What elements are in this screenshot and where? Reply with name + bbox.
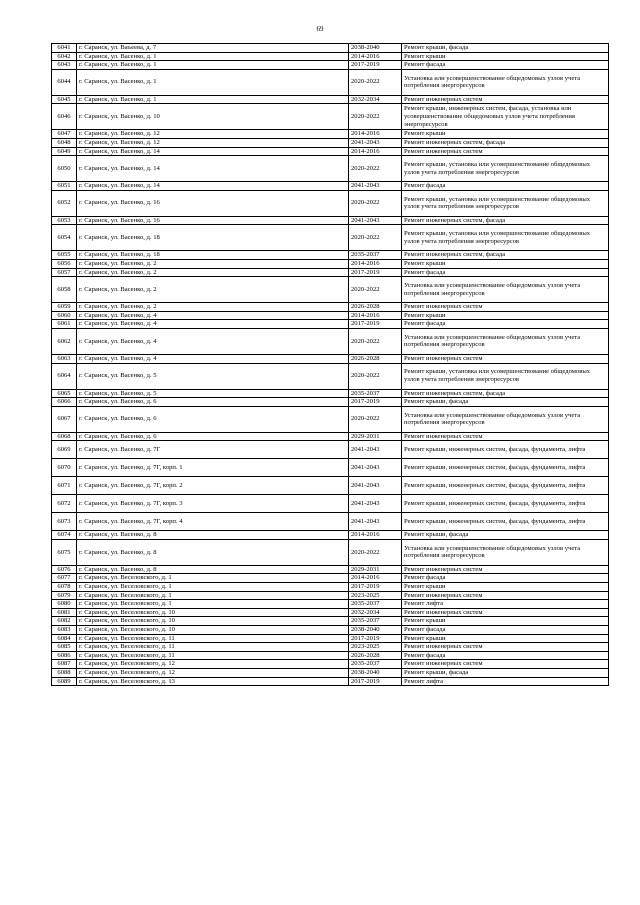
address-cell: г. Саранск, ул. Васенко, д. 5 [77,389,349,398]
table-row [52,477,609,495]
work-type-cell: Ремонт лифта [402,600,609,609]
work-type-cell: Ремонт инженерных систем [402,608,609,617]
work-type-cell: Ремонт крыши, фасада [402,669,609,678]
work-type-cell: Ремонт инженерных систем [402,432,609,441]
address-cell: г. Саранск, ул. Васенко, д. 1 [77,52,349,61]
row-number-cell: 6050 [52,156,77,182]
work-type-cell: Установка или усовершенствование общедомовых узлов учета потребления энергоресурсов [402,539,609,565]
address-cell: г. Саранск, ул. Васенко, д. 2 [77,303,349,312]
address-cell: г. Саранск, ул. Ваъеева, д. 7 [77,44,349,53]
period-cell: 2041-2043 [349,495,402,513]
table-row [52,591,609,600]
row-number-cell: 6057 [52,268,77,277]
period-cell: 2038-2040 [349,669,402,678]
table-row [52,643,609,652]
address-cell: г. Саранск, ул. Васенко, д. 14 [77,156,349,182]
work-type-cell: Ремонт фасада [402,574,609,583]
address-cell: г. Саранск, ул. Васенко, д. 6 [77,432,349,441]
period-cell: 2035-2037 [349,389,402,398]
work-type-cell: Ремонт инженерных систем [402,643,609,652]
work-type-cell: Ремонт крыши, инженерных систем, фасада, фундамента, лифта [402,513,609,531]
row-number-cell: 6063 [52,354,77,363]
period-cell: 2017-2019 [349,677,402,686]
work-type-cell: Ремонт крыши, установка или усовершенствование общедомовых узлов учета потребления энергоресурсов [402,225,609,251]
period-cell: 2020-2022 [349,406,402,432]
work-type-cell: Ремонт крыши, установка или усовершенствование общедомовых узлов учета потребления энергоресурсов [402,363,609,389]
address-cell: г. Саранск, ул. Васенко, д. 7Г, корп. 1 [77,459,349,477]
period-cell: 2020-2022 [349,69,402,95]
period-cell: 2026-2028 [349,651,402,660]
row-number-cell: 6076 [52,565,77,574]
table-row [52,138,609,147]
work-type-cell: Ремонт инженерных систем, фасада [402,216,609,225]
period-cell: 2041-2043 [349,138,402,147]
row-number-cell: 6055 [52,251,77,260]
address-cell: г. Саранск, ул. Васенко, д. 5 [77,363,349,389]
address-cell: г. Саранск, ул. Веселовского, д. 11 [77,634,349,643]
address-cell: г. Саранск, ул. Васенко, д. 1 [77,95,349,104]
period-cell: 2017-2019 [349,634,402,643]
period-cell: 2014-2016 [349,52,402,61]
address-cell: г. Саранск, ул. Веселовского, д. 13 [77,677,349,686]
work-type-cell: Ремонт крыши, фасада [402,531,609,540]
work-type-cell: Ремонт лифта [402,677,609,686]
period-cell: 2017-2019 [349,320,402,329]
period-cell: 2026-2028 [349,354,402,363]
work-type-cell: Ремонт инженерных систем [402,95,609,104]
address-cell: г. Саранск, ул. Васенко, д. 12 [77,130,349,139]
work-type-cell: Ремонт инженерных систем [402,565,609,574]
period-cell: 2014-2016 [349,147,402,156]
period-cell: 2026-2028 [349,303,402,312]
work-type-cell: Ремонт инженерных систем, фасада [402,138,609,147]
work-type-cell: Ремонт инженерных систем [402,147,609,156]
table-row [52,495,609,513]
row-number-cell: 6045 [52,95,77,104]
period-cell: 2035-2037 [349,660,402,669]
address-cell: г. Саранск, ул. Васенко, д. 2 [77,268,349,277]
period-cell: 2035-2037 [349,600,402,609]
table-row [52,651,609,660]
address-cell: г. Саранск, ул. Васенко, д. 4 [77,328,349,354]
work-type-cell: Ремонт крыши [402,130,609,139]
period-cell: 2038-2040 [349,626,402,635]
table-row [52,147,609,156]
table-row [52,69,609,95]
table-row [52,95,609,104]
period-cell: 2014-2016 [349,311,402,320]
period-cell: 2041-2043 [349,459,402,477]
work-type-cell: Установка или усовершенствование общедомовых узлов учета потребления энергоресурсов [402,328,609,354]
table-row [52,303,609,312]
period-cell: 2041-2043 [349,477,402,495]
row-number-cell: 6074 [52,531,77,540]
row-number-cell: 6065 [52,389,77,398]
address-cell: г. Саранск, ул. Васенко, д. 12 [77,138,349,147]
work-type-cell: Ремонт крыши, фасада [402,44,609,53]
table-row [52,574,609,583]
table-row [52,459,609,477]
row-number-cell: 6082 [52,617,77,626]
table-row [52,660,609,669]
work-type-cell: Ремонт крыши, фасада [402,398,609,407]
table-row [52,617,609,626]
period-cell: 2041-2043 [349,513,402,531]
table-row [52,52,609,61]
period-cell: 2017-2019 [349,61,402,70]
period-cell: 2020-2022 [349,190,402,216]
work-type-cell: Ремонт крыши [402,583,609,592]
row-number-cell: 6056 [52,259,77,268]
table-row [52,539,609,565]
period-cell: 2029-2031 [349,565,402,574]
row-number-cell: 6072 [52,495,77,513]
address-cell: г. Саранск, ул. Васенко, д. 18 [77,225,349,251]
table-row [52,634,609,643]
table-row [52,328,609,354]
address-cell: г. Саранск, ул. Веселовского, д. 10 [77,626,349,635]
address-cell: г. Саранск, ул. Васенко, д. 7Г, корп. 4 [77,513,349,531]
work-type-cell: Ремонт фасада [402,182,609,191]
work-type-cell: Ремонт фасада [402,320,609,329]
table-row [52,156,609,182]
address-cell: г. Саранск, ул. Васенко, д. 6 [77,398,349,407]
table-row [52,432,609,441]
address-cell: г. Саранск, ул. Веселовского, д. 11 [77,651,349,660]
row-number-cell: 6078 [52,583,77,592]
address-cell: г. Саранск, ул. Васенко, д. 4 [77,320,349,329]
address-cell: г. Саранск, ул. Веселовского, д. 1 [77,583,349,592]
row-number-cell: 6083 [52,626,77,635]
table-body [52,44,609,686]
work-type-cell: Ремонт инженерных систем [402,591,609,600]
work-type-cell: Ремонт крыши, инженерных систем, фасада, фундамента, лифта [402,495,609,513]
row-number-cell: 6043 [52,61,77,70]
table-row [52,389,609,398]
address-cell: г. Саранск, ул. Веселовского, д. 12 [77,669,349,678]
work-type-cell: Ремонт крыши [402,52,609,61]
address-cell: г. Саранск, ул. Васенко, д. 4 [77,354,349,363]
work-type-cell: Ремонт крыши [402,259,609,268]
row-number-cell: 6064 [52,363,77,389]
row-number-cell: 6047 [52,130,77,139]
row-number-cell: 6046 [52,104,77,130]
row-number-cell: 6049 [52,147,77,156]
work-type-cell: Ремонт фасада [402,61,609,70]
row-number-cell: 6088 [52,669,77,678]
work-type-cell: Ремонт крыши [402,634,609,643]
table-row [52,311,609,320]
address-cell: г. Саранск, ул. Васенко, д. 8 [77,565,349,574]
row-number-cell: 6085 [52,643,77,652]
row-number-cell: 6051 [52,182,77,191]
table-row [52,190,609,216]
table-row [52,268,609,277]
period-cell: 2017-2019 [349,583,402,592]
work-type-cell: Ремонт крыши, инженерных систем, фасада, фундамента, лифта [402,477,609,495]
address-cell: г. Саранск, ул. Васенко, д. 14 [77,182,349,191]
row-number-cell: 6086 [52,651,77,660]
period-cell: 2017-2019 [349,268,402,277]
table-row [52,531,609,540]
address-cell: г. Саранск, ул. Васенко, д. 16 [77,216,349,225]
table-row [52,441,609,459]
period-cell: 2014-2016 [349,531,402,540]
table-row [52,354,609,363]
period-cell: 2041-2043 [349,216,402,225]
row-number-cell: 6067 [52,406,77,432]
period-cell: 2041-2043 [349,182,402,191]
address-cell: г. Саранск, ул. Васенко, д. 8 [77,539,349,565]
row-number-cell: 6079 [52,591,77,600]
work-type-cell: Ремонт фасада [402,626,609,635]
period-cell: 2020-2022 [349,539,402,565]
period-cell: 2029-2031 [349,432,402,441]
address-cell: г. Саранск, ул. Веселовского, д. 12 [77,660,349,669]
table-row [52,182,609,191]
row-number-cell: 6084 [52,634,77,643]
table-row [52,225,609,251]
table-row [52,513,609,531]
row-number-cell: 6042 [52,52,77,61]
work-type-cell: Ремонт инженерных систем, фасада [402,251,609,260]
period-cell: 2023-2025 [349,643,402,652]
table-row [52,608,609,617]
table-row [52,677,609,686]
row-number-cell: 6071 [52,477,77,495]
address-cell: г. Саранск, ул. Васенко, д. 7Г [77,441,349,459]
work-type-cell: Ремонт крыши [402,617,609,626]
page-number: 69 [316,25,324,33]
row-number-cell: 6048 [52,138,77,147]
work-type-cell: Ремонт крыши, инженерных систем, фасада, установка или усовершенствование общедомовых узлов учета потребления энергоресурсов [402,104,609,130]
table-row [52,669,609,678]
address-cell: г. Саранск, ул. Васенко, д. 16 [77,190,349,216]
address-cell: г. Саранск, ул. Веселовского, д. 11 [77,643,349,652]
work-type-cell: Ремонт инженерных систем [402,660,609,669]
period-cell: 2032-2034 [349,95,402,104]
table-row [52,565,609,574]
address-cell: г. Саранск, ул. Васенко, д. 2 [77,277,349,303]
row-number-cell: 6061 [52,320,77,329]
table-row [52,277,609,303]
row-number-cell: 6044 [52,69,77,95]
work-type-cell: Установка или усовершенствование общедомовых узлов учета потребления энергоресурсов [402,69,609,95]
address-cell: г. Саранск, ул. Васенко, д. 1 [77,61,349,70]
row-number-cell: 6073 [52,513,77,531]
address-cell: г. Саранск, ул. Васенко, д. 2 [77,259,349,268]
period-cell: 2038-2040 [349,44,402,53]
address-cell: г. Саранск, ул. Васенко, д. 4 [77,311,349,320]
address-cell: г. Саранск, ул. Васенко, д. 7Г, корп. 2 [77,477,349,495]
period-cell: 2041-2043 [349,441,402,459]
period-cell: 2020-2022 [349,363,402,389]
row-number-cell: 6059 [52,303,77,312]
address-cell: г. Саранск, ул. Васенко, д. 18 [77,251,349,260]
work-type-cell: Ремонт крыши, инженерных систем, фасада, фундамента, лифта [402,459,609,477]
period-cell: 2014-2016 [349,130,402,139]
work-type-cell: Ремонт фасада [402,651,609,660]
table-row [52,130,609,139]
period-cell: 2020-2022 [349,225,402,251]
work-type-cell: Ремонт крыши, установка или усовершенствование общедомовых узлов учета потребления энергоресурсов [402,190,609,216]
period-cell: 2020-2022 [349,277,402,303]
work-type-cell: Установка или усовершенствование общедомовых узлов учета потребления энергоресурсов [402,406,609,432]
table-row [52,216,609,225]
row-number-cell: 6060 [52,311,77,320]
period-cell: 2017-2019 [349,398,402,407]
row-number-cell: 6062 [52,328,77,354]
work-type-cell: Ремонт инженерных систем [402,303,609,312]
row-number-cell: 6075 [52,539,77,565]
work-type-cell: Установка или усовершенствование общедомовых узлов учета потребления энергоресурсов [402,277,609,303]
row-number-cell: 6077 [52,574,77,583]
row-number-cell: 6068 [52,432,77,441]
address-cell: г. Саранск, ул. Веселовского, д. 1 [77,600,349,609]
period-cell: 2020-2022 [349,104,402,130]
period-cell: 2035-2037 [349,617,402,626]
repair-schedule-table [51,43,609,686]
row-number-cell: 6041 [52,44,77,53]
work-type-cell: Ремонт инженерных систем, фасада [402,389,609,398]
row-number-cell: 6053 [52,216,77,225]
row-number-cell: 6054 [52,225,77,251]
address-cell: г. Саранск, ул. Васенко, д. 7Г, корп. 3 [77,495,349,513]
address-cell: г. Саранск, ул. Веселовского, д. 1 [77,591,349,600]
address-cell: г. Саранск, ул. Веселовского, д. 1 [77,574,349,583]
address-cell: г. Саранск, ул. Васенко, д. 10 [77,104,349,130]
table-row [52,626,609,635]
table-row [52,44,609,53]
period-cell: 2023-2025 [349,591,402,600]
row-number-cell: 6052 [52,190,77,216]
table-row [52,363,609,389]
table-row [52,61,609,70]
address-cell: г. Саранск, ул. Васенко, д. 6 [77,406,349,432]
row-number-cell: 6089 [52,677,77,686]
address-cell: г. Саранск, ул. Васенко, д. 1 [77,69,349,95]
address-cell: г. Саранск, ул. Веселовского, д. 10 [77,608,349,617]
work-type-cell: Ремонт фасада [402,268,609,277]
period-cell: 2014-2016 [349,259,402,268]
work-type-cell: Ремонт инженерных систем [402,354,609,363]
table-row [52,320,609,329]
row-number-cell: 6087 [52,660,77,669]
row-number-cell: 6069 [52,441,77,459]
table-row [52,251,609,260]
table-row [52,259,609,268]
period-cell: 2020-2022 [349,156,402,182]
table-row [52,600,609,609]
row-number-cell: 6070 [52,459,77,477]
row-number-cell: 6080 [52,600,77,609]
period-cell: 2014-2016 [349,574,402,583]
table-row [52,104,609,130]
row-number-cell: 6058 [52,277,77,303]
period-cell: 2032-2034 [349,608,402,617]
row-number-cell: 6081 [52,608,77,617]
period-cell: 2035-2037 [349,251,402,260]
work-type-cell: Ремонт крыши, инженерных систем, фасада, фундамента, лифта [402,441,609,459]
address-cell: г. Саранск, ул. Васенко, д. 14 [77,147,349,156]
period-cell: 2020-2022 [349,328,402,354]
table-row [52,398,609,407]
address-cell: г. Саранск, ул. Веселовского, д. 10 [77,617,349,626]
work-type-cell: Ремонт крыши, установка или усовершенствование общедомовых узлов учета потребления энергоресурсов [402,156,609,182]
row-number-cell: 6066 [52,398,77,407]
table-row [52,583,609,592]
table-row [52,406,609,432]
address-cell: г. Саранск, ул. Васенко, д. 8 [77,531,349,540]
work-type-cell: Ремонт крыши [402,311,609,320]
